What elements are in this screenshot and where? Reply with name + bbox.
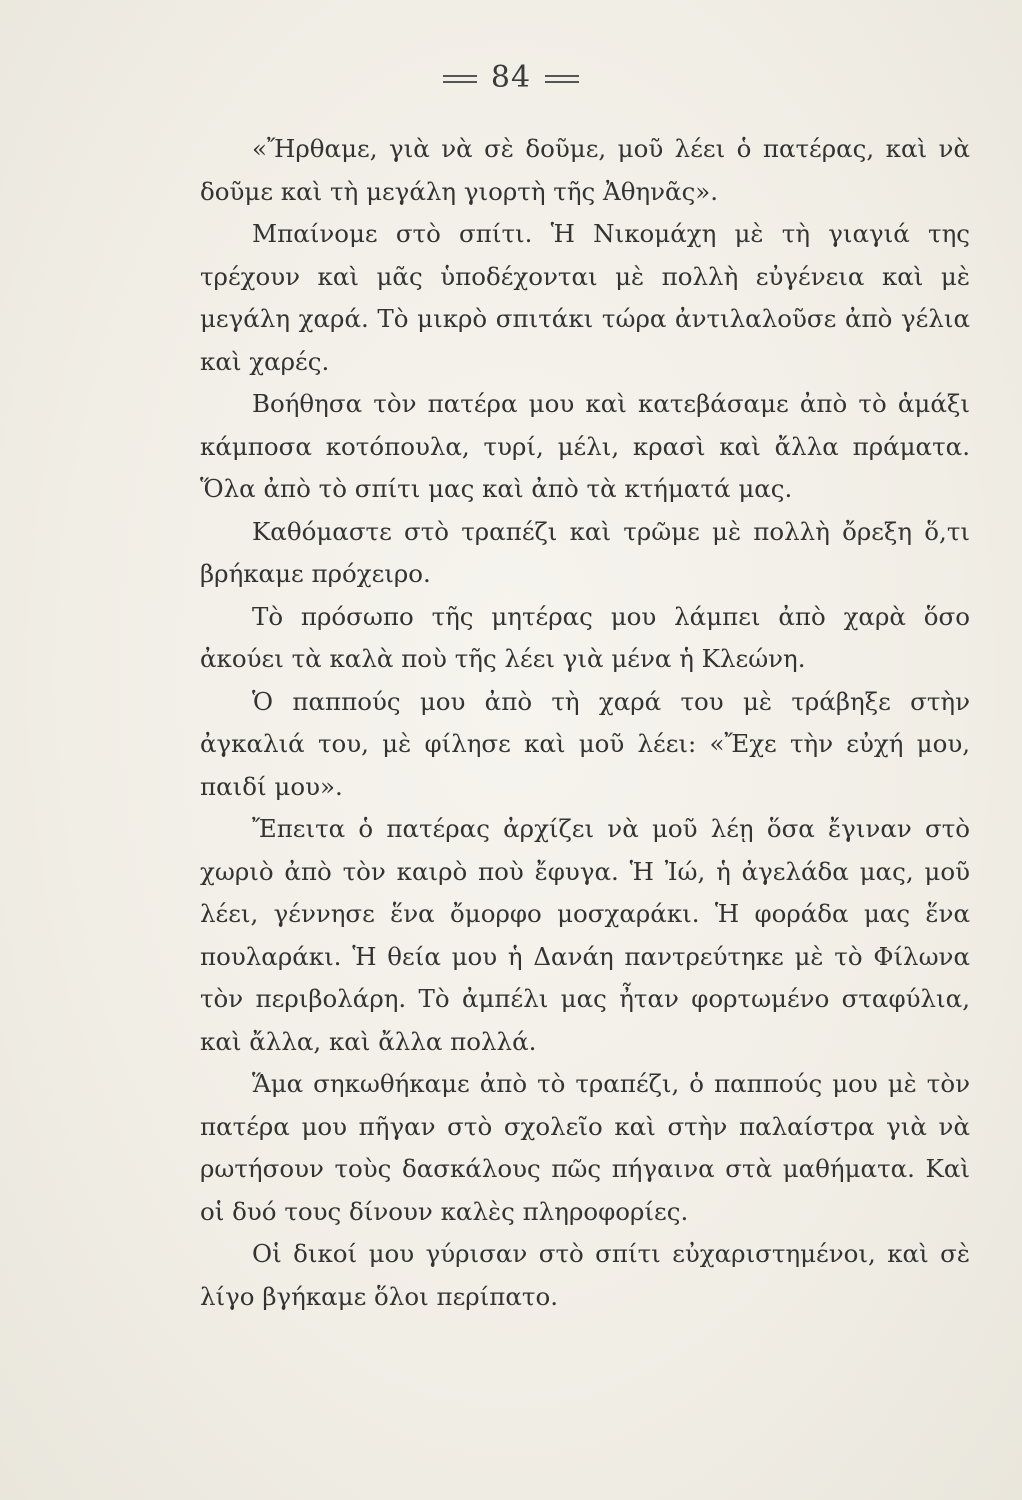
paragraph: Μπαίνομε στὸ σπίτι. Ἡ Νικομάχη μὲ τὴ γιαγιά της τρέχουν καὶ μᾶς ὑποδέχονται μὲ πολλὴ εὐγένεια καὶ μὲ μεγάλη χαρά. Τὸ μικρὸ σπιτάκι τώρα ἀντιλαλοῦσε ἀπὸ γέλια καὶ χαρές.: [200, 219, 970, 376]
paragraph: Ὁ παππούς μου ἀπὸ τὴ χαρά του μὲ τράβηξε στὴν ἀγκαλιά του, μὲ φίλησε καὶ μοῦ λέει: «Ἔχε τὴν εὐχή μου, παιδί μου».: [200, 686, 970, 801]
paragraph: Καθόμαστε στὸ τραπέζι καὶ τρῶμε μὲ πολλὴ ὄρεξη ὅ,τι βρήκαμε πρόχειρο.: [200, 516, 970, 588]
paragraph: Ἔπειτα ὁ πατέρας ἀρχίζει νὰ μοῦ λέῃ ὅσα ἔγιναν στὸ χωριὸ ἀπὸ τὸν καιρὸ ποὺ ἔφυγα. Ἡ Ἰώ, ἡ ἀγελάδα μας, μοῦ λέει, γέννησε ἕνα ὄμορφο μοσχαράκι. Ἡ φοράδα μας ἕνα πουλαράκι. Ἡ θεία μου ἡ Δανάη παντρεύτηκε μὲ τὸ Φίλωνα τὸν περιβολάρη. Τὸ ἀμπέλι μας ἦταν φορτωμένο σταφύλια, καὶ ἄλλα, καὶ ἄλλα πολλά.: [200, 814, 970, 1056]
page-number-dash-left: [443, 75, 477, 83]
paragraph: Βοήθησα τὸν πατέρα μου καὶ κατεβάσαμε ἀπὸ τὸ ἁμάξι κάμποσα κοτόπουλα, τυρί, μέλι, κρασὶ καὶ ἄλλα πράματα. Ὅλα ἀπὸ τὸ σπίτι μας καὶ ἀπὸ τὰ κτήματά μας.: [200, 389, 970, 503]
page-number: [0, 60, 1022, 95]
paragraph: «Ἤρθαμε, γιὰ νὰ σὲ δοῦμε, μοῦ λέει ὁ πατέρας, καὶ νὰ δοῦμε καὶ τὴ μεγάλη γιορτὴ τῆς Ἀθηνᾶς».: [200, 134, 970, 206]
page-number-text: 84: [490, 60, 532, 95]
paragraph: Ἅμα σηκωθήκαμε ἀπὸ τὸ τραπέζι, ὁ παππούς μου μὲ τὸν πατέρα μου πῆγαν στὸ σχολεῖο καὶ στὴν παλαίστρα γιὰ νὰ ρωτήσουν τοὺς δασκάλους πῶς πήγαινα στὰ μαθήματα. Καὶ οἱ δυό τους δίνουν καλὲς πληροφορίες.: [200, 1069, 970, 1226]
page-number-dash-right: [545, 75, 579, 83]
body-text: [200, 128, 970, 1318]
paragraph: Τὸ πρόσωπο τῆς μητέρας μου λάμπει ἀπὸ χαρὰ ὅσο ἀκούει τὰ καλὰ ποὺ τῆς λέει γιὰ μένα ἡ Κλεώνη.: [200, 601, 970, 673]
paragraph: Οἱ δικοί μου γύρισαν στὸ σπίτι εὐχαριστημένοι, καὶ σὲ λίγο βγήκαμε ὅλοι περίπατο.: [200, 1239, 970, 1311]
